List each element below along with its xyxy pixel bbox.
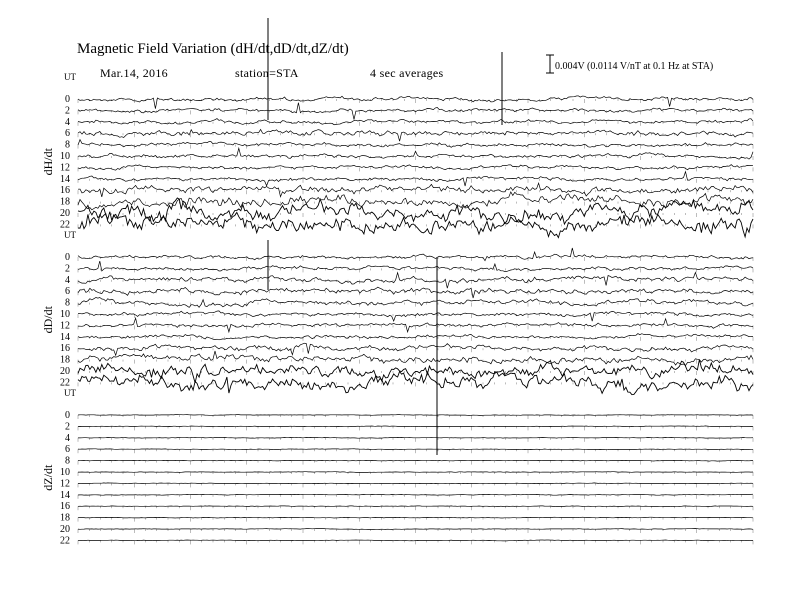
hour-label: 6 xyxy=(65,444,70,456)
hour-label: 8 xyxy=(65,139,70,151)
hour-label: 8 xyxy=(65,297,70,309)
panel-1 xyxy=(41,72,753,238)
hour-label: 20 xyxy=(60,208,70,219)
hour-label: 16 xyxy=(60,501,70,513)
hour-label: 12 xyxy=(60,478,70,490)
hour-label: 2 xyxy=(65,105,70,117)
hour-label: 10 xyxy=(60,151,70,162)
hour-label: 12 xyxy=(60,162,70,174)
hour-label: 4 xyxy=(65,116,70,128)
scale-bar xyxy=(546,55,713,73)
hour-label: 18 xyxy=(60,354,70,366)
station-label: station=STA xyxy=(235,66,299,80)
hour-label: 22 xyxy=(60,377,70,389)
ut-label: UT xyxy=(64,72,76,82)
hour-label: 14 xyxy=(60,331,70,343)
hour-label: 0 xyxy=(65,94,70,105)
hour-label: 0 xyxy=(65,252,70,263)
hour-label: 16 xyxy=(60,185,70,197)
panel-label: dH/dt xyxy=(41,148,55,176)
trace-dZdt-12 xyxy=(78,483,753,484)
hour-label: 20 xyxy=(60,366,70,377)
panel-2 xyxy=(41,230,753,395)
hour-label: 18 xyxy=(60,196,70,208)
panels xyxy=(41,18,753,546)
trace-dHdt-6 xyxy=(78,130,753,142)
hour-label: 10 xyxy=(60,309,70,320)
trace-dZdt-14 xyxy=(78,494,753,495)
panel-3 xyxy=(41,388,753,546)
chart-title: Magnetic Field Variation (dH/dt,dD/dt,dZ/dt) xyxy=(77,41,349,57)
trace-dHdt-16 xyxy=(78,183,753,197)
hour-label: 6 xyxy=(65,128,70,140)
hour-label: 2 xyxy=(65,421,70,433)
hour-label: 4 xyxy=(65,432,70,444)
ut-label: UT xyxy=(64,388,76,398)
hour-label: 6 xyxy=(65,286,70,298)
hour-label: 20 xyxy=(60,524,70,535)
hour-label: 22 xyxy=(60,219,70,231)
hour-label: 10 xyxy=(60,467,70,478)
hour-label: 14 xyxy=(60,489,70,501)
date-label: Mar.14, 2016 xyxy=(100,66,168,80)
scale-label: 0.004V (0.0114 V/nT at 0.1 Hz at STA) xyxy=(555,61,714,72)
averaging-label: 4 sec averages xyxy=(370,66,444,80)
hour-label: 22 xyxy=(60,535,70,547)
panel-label: dD/dt xyxy=(41,306,55,334)
ut-label: UT xyxy=(64,230,76,240)
hour-label: 18 xyxy=(60,512,70,524)
panel-label: dZ/dt xyxy=(41,464,55,491)
hour-label: 16 xyxy=(60,343,70,355)
hour-label: 4 xyxy=(65,274,70,286)
trace-dDdt-12 xyxy=(78,318,753,332)
hour-label: 8 xyxy=(65,455,70,467)
hour-label: 12 xyxy=(60,320,70,332)
hour-label: 2 xyxy=(65,263,70,275)
hour-label: 0 xyxy=(65,410,70,421)
hour-label: 14 xyxy=(60,173,70,185)
